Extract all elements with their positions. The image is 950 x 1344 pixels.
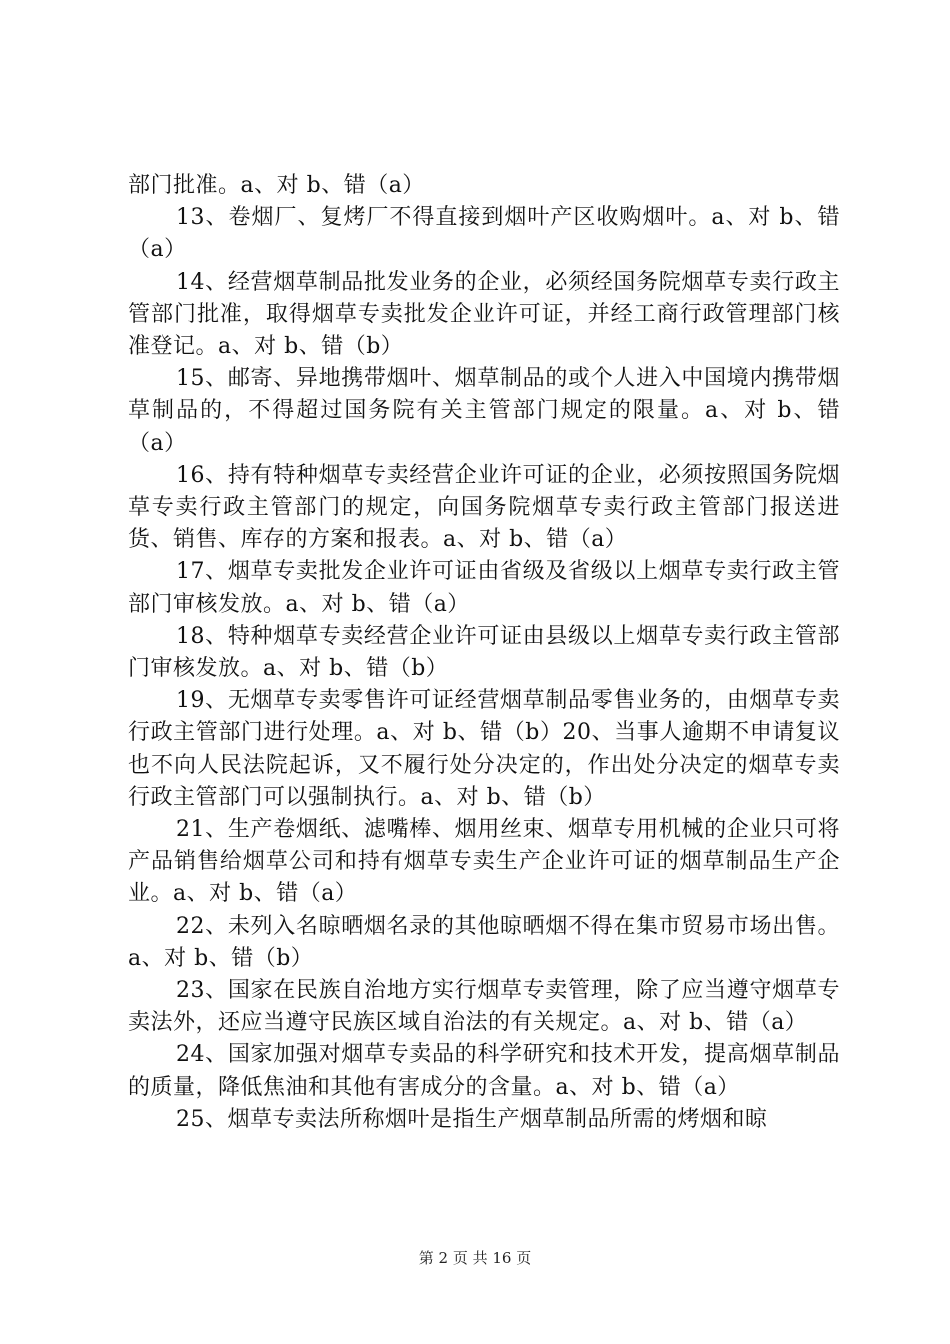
question-25: 25、烟草专卖法所称烟叶是指生产烟草制品所需的烤烟和晾 — [176, 1106, 768, 1132]
question-14: 14、经营烟草制品批发业务的企业，必须经国务院烟草专卖行政主管部门批准，取得烟草专卖批发企业许可证，并经工商行政管理部门核准登记。a、对 b、错（b） — [128, 269, 840, 360]
question-17: 17、烟草专卖批发企业许可证由省级及省级以上烟草专卖行政主管部门审核发放。a、对 b、错（a） — [128, 559, 840, 617]
document-body — [128, 170, 840, 1136]
question-24: 24、国家加强对烟草专卖品的科学研究和技术开发，提高烟草制品的质量，降低焦油和其他有害成分的含量。a、对 b、错（a） — [128, 1042, 840, 1100]
question-16: 16、持有特种烟草专卖经营企业许可证的企业，必须按照国务院烟草专卖行政主管部门的规定，向国务院烟草专卖行政主管部门报送进货、销售、库存的方案和报表。a、对 b、错（a） — [128, 462, 840, 553]
page-number-footer: 第 2 页 共 16 页 — [418, 1249, 532, 1267]
paragraph-continuation: 部门批准。a、对 b、错（a） — [128, 173, 425, 198]
question-13: 13、卷烟厂、复烤厂不得直接到烟叶产区收购烟叶。a、对 b、错（a） — [128, 205, 840, 263]
question-18: 18、特种烟草专卖经营企业许可证由县级以上烟草专卖行政主管部门审核发放。a、对 b、错（b） — [128, 623, 840, 682]
question-23: 23、国家在民族自治地方实行烟草专卖管理，除了应当遵守烟草专卖法外，还应当遵守民族区域自治法的有关规定。a、对 b、错（a） — [128, 978, 840, 1036]
question-19-20: 19、无烟草专卖零售许可证经营烟草制品零售业务的，由烟草专卖行政主管部门进行处理。a、对 b、错（b）20、当事人逾期不申请复议也不向人民法院起诉，又不履行处分决定的，作出处分决定的烟草专卖行政主管部门可以强制执行。a、对 b、错（b） — [128, 688, 840, 810]
question-15: 15、邮寄、异地携带烟叶、烟草制品的或个人进入中国境内携带烟草制品的，不得超过国务院有关主管部门规定的限量。a、对 b、错（a） — [128, 366, 840, 456]
question-21: 21、生产卷烟纸、滤嘴棒、烟用丝束、烟草专用机械的企业只可将产品销售给烟草公司和持有烟草专卖生产企业许可证的烟草制品生产企业。a、对 b、错（a） — [128, 817, 840, 907]
question-22: 22、未列入名晾晒烟名录的其他晾晒烟不得在集市贸易市场出售。a、对 b、错（b） — [128, 913, 840, 971]
